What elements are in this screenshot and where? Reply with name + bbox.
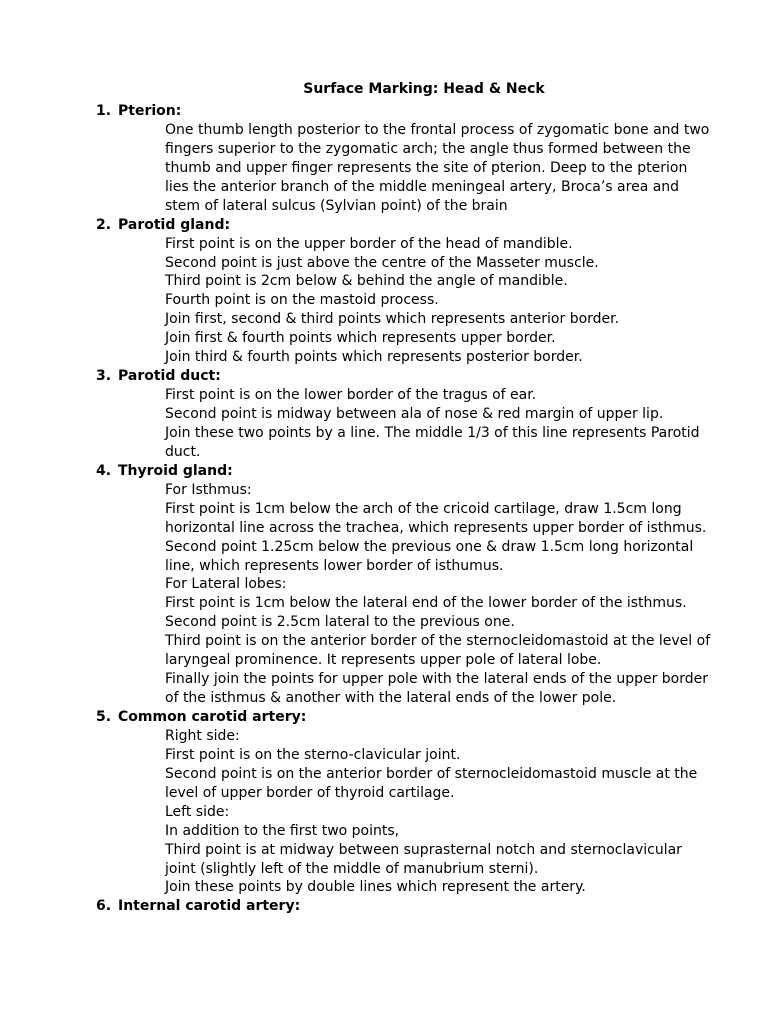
section-heading (96, 216, 716, 235)
body-line: First point is on the upper border of the head of mandible. (165, 235, 573, 252)
body-line: level of upper border of thyroid cartilage. (165, 784, 455, 801)
body-line: line, which represents lower border of isthumus. (165, 557, 504, 574)
body-line: Fourth point is on the mastoid process. (165, 292, 439, 309)
section-heading (96, 102, 716, 121)
body-line: lies the anterior branch of the middle meningeal artery, Broca’s area and (165, 178, 680, 195)
body-line: Third point is at midway between suprasternal notch and sternoclavicular (165, 841, 682, 858)
body-line: For Lateral lobes: (165, 576, 287, 593)
body-line: First point is 1cm below the lateral end of the lower border of the isthmus. (165, 595, 687, 612)
body-line: Join first & fourth points which represents upper border. (165, 330, 556, 347)
body-line: First point is on the sterno-clavicular joint. (165, 746, 461, 763)
section-heading-text: Thyroid gland: (118, 462, 233, 479)
body-line: joint (slightly left of the middle of manubrium sterni). (165, 860, 539, 877)
section-body (165, 235, 716, 368)
section-number: 1. (96, 103, 112, 119)
section-heading (96, 367, 716, 386)
body-line: One thumb length posterior to the frontal process of zygomatic bone and two (165, 121, 710, 138)
section-item (96, 216, 716, 368)
section-list (96, 102, 716, 916)
section-number: 4. (96, 462, 112, 479)
body-line: Second point is 2.5cm lateral to the previous one. (165, 614, 515, 631)
section-item (96, 462, 716, 708)
section-heading-text: Parotid gland: (118, 216, 231, 233)
body-line: Join third & fourth points which represents posterior border. (165, 349, 583, 366)
body-line: Second point 1.25cm below the previous one & draw 1.5cm long horizontal (165, 538, 694, 555)
section-heading (96, 462, 716, 481)
section-number: 3. (96, 368, 112, 385)
body-line: Third point is on the anterior border of the sternocleidomastoid at the level of (165, 633, 711, 650)
body-line: thumb and upper finger represents the site of pterion. Deep to the pterion (165, 159, 688, 176)
body-line: Left side: (165, 803, 230, 820)
section-number: 6. (96, 898, 112, 915)
body-line: Second point is just above the centre of the Masseter muscle. (165, 254, 599, 271)
section-item (96, 367, 716, 462)
body-line: First point is 1cm below the arch of the cricoid cartilage, draw 1.5cm long (165, 500, 682, 517)
section-number: 5. (96, 709, 112, 725)
section-body (165, 481, 716, 708)
section-heading (96, 708, 716, 727)
body-line: of the isthmus & another with the lateral ends of the lower pole. (165, 690, 617, 707)
section-body (165, 121, 716, 216)
body-line: First point is on the lower border of the tragus of ear. (165, 387, 537, 404)
body-line: In addition to the first two points, (165, 822, 400, 839)
body-line: Second point is on the anterior border of sternocleidomastoid muscle at the (165, 765, 698, 782)
section-heading-text: Pterion: (118, 103, 182, 119)
body-line: Second point is midway between ala of nose & red margin of upper lip. (165, 406, 664, 422)
body-line: stem of lateral sulcus (Sylvian point) of the brain (165, 197, 508, 214)
body-line: Join these points by double lines which represent the artery. (165, 879, 586, 896)
body-line: Join first, second & third points which represents anterior border. (165, 311, 620, 328)
body-line: duct. (165, 443, 201, 460)
section-heading (96, 897, 716, 916)
section-heading-text: Common carotid artery: (118, 709, 307, 725)
body-line: Join these two points by a line. The middle 1/3 of this line represents Parotid (165, 424, 700, 441)
section-body (165, 386, 716, 462)
body-line: Finally join the points for upper pole with the lateral ends of the upper border (165, 671, 708, 688)
section-item (96, 897, 716, 916)
section-item (96, 708, 716, 897)
document-title: Surface Marking: Head & Neck (303, 81, 545, 97)
body-line: laryngeal prominence. It represents upper pole of lateral lobe. (165, 652, 602, 669)
section-heading-text: Internal carotid artery: (118, 898, 301, 915)
section-body (165, 727, 716, 897)
body-line: fingers superior to the zygomatic arch; the angle thus formed between the (165, 140, 691, 157)
body-line: horizontal line across the trachea, which represents upper border of isthmus. (165, 519, 707, 536)
body-line: Third point is 2cm below & behind the angle of mandible. (165, 273, 568, 290)
section-number: 2. (96, 216, 112, 233)
body-line: Right side: (165, 727, 240, 744)
section-item (96, 102, 716, 216)
body-line: For Isthmus: (165, 481, 252, 498)
section-heading-text: Parotid duct: (118, 368, 221, 385)
